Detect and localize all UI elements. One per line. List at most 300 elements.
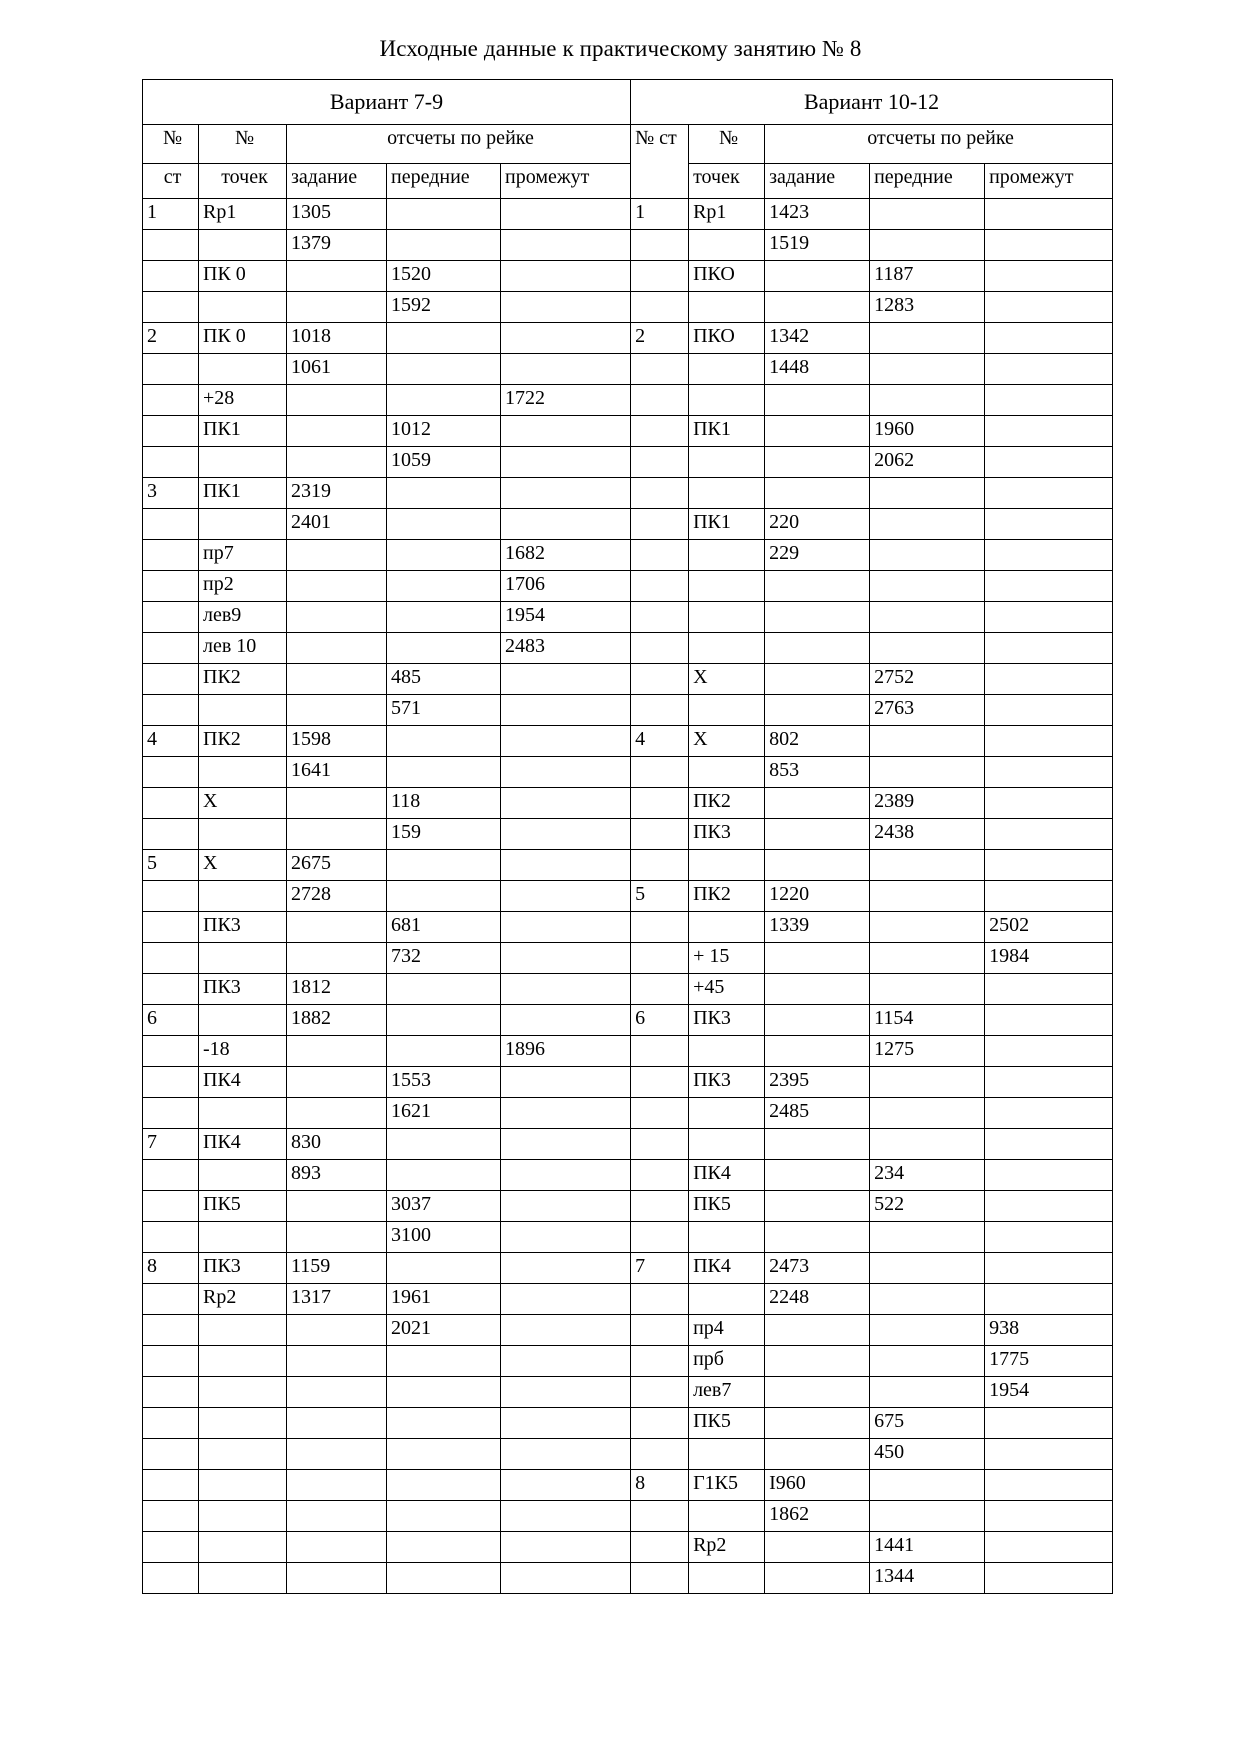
right-inter-cell [985,1098,1113,1129]
left-inter-cell [501,757,631,788]
right-point-cell [689,354,765,385]
table-row [143,261,1113,292]
right-back-cell: I960 [765,1470,870,1501]
variant-right-header: Вариант 10-12 [631,80,1113,125]
left-inter-cell: 1722 [501,385,631,416]
right-inter-cell [985,540,1113,571]
table-row [143,1191,1113,1222]
right-back-cell [765,416,870,447]
right-fore-cell: 2752 [870,664,985,695]
left-fore-cell: 485 [387,664,501,695]
left-fore-cell [387,1346,501,1377]
right-fore-cell [870,633,985,664]
right-fore-cell: 2763 [870,695,985,726]
right-fore-cell: 675 [870,1408,985,1439]
left-fore-cell [387,974,501,1005]
left-readings-header: отсчеты по рейке [287,125,631,164]
right-inter-cell [985,292,1113,323]
right-inter-cell [985,1439,1113,1470]
right-station-cell [631,1098,689,1129]
table-row [143,447,1113,478]
table-row [143,974,1113,1005]
right-back-cell [765,1315,870,1346]
left-back-cell [287,602,387,633]
left-fore-cell: 3037 [387,1191,501,1222]
right-inter-cell [985,850,1113,881]
left-station-cell: 5 [143,850,199,881]
right-fore-cell: 1960 [870,416,985,447]
left-station-cell [143,881,199,912]
left-inter-cell [501,1377,631,1408]
right-point-cell [689,1036,765,1067]
left-back-cell [287,788,387,819]
right-back-cell: 853 [765,757,870,788]
table-row [143,912,1113,943]
left-back-cell [287,1036,387,1067]
left-back-cell: 1812 [287,974,387,1005]
right-inter-cell: 1954 [985,1377,1113,1408]
left-inter-cell [501,1284,631,1315]
left-point-cell [199,1005,287,1036]
right-inter-cell [985,478,1113,509]
right-fore-cell [870,571,985,602]
table-row [143,1005,1113,1036]
right-station-cell [631,850,689,881]
right-station-cell [631,1532,689,1563]
right-back-cell [765,633,870,664]
right-back-cell [765,695,870,726]
right-fore-cell [870,1098,985,1129]
right-back-cell [765,1129,870,1160]
left-inter-cell [501,199,631,230]
table-row [143,726,1113,757]
left-point-cell: -18 [199,1036,287,1067]
left-point-cell: ПК1 [199,416,287,447]
right-inter-cell [985,323,1113,354]
right-col-inter: промежут [985,164,1113,199]
right-station-cell [631,943,689,974]
right-back-cell [765,1377,870,1408]
table-row [143,385,1113,416]
right-point-cell: ПК2 [689,788,765,819]
left-point-cell: ПК4 [199,1067,287,1098]
left-fore-cell [387,1005,501,1036]
left-point-cell: Rp1 [199,199,287,230]
left-station-cell [143,261,199,292]
right-point-cell: Rp1 [689,199,765,230]
left-point-cell: ПК2 [199,664,287,695]
right-back-cell [765,1036,870,1067]
right-point-cell: X [689,726,765,757]
left-back-cell [287,1470,387,1501]
table-row [143,478,1113,509]
left-point-cell [199,292,287,323]
right-fore-cell [870,1253,985,1284]
table-row [143,1408,1113,1439]
right-point-cell: ПК3 [689,819,765,850]
left-back-cell [287,664,387,695]
left-inter-cell [501,1501,631,1532]
left-fore-cell [387,633,501,664]
right-point-cell [689,912,765,943]
right-back-cell: 1862 [765,1501,870,1532]
left-fore-cell [387,1532,501,1563]
left-inter-cell [501,1222,631,1253]
left-station-cell [143,1439,199,1470]
table-row [143,354,1113,385]
right-back-cell: 2473 [765,1253,870,1284]
left-point-cell [199,819,287,850]
right-point-cell [689,230,765,261]
left-station-header-bottom: ст [143,164,199,199]
left-inter-cell [501,664,631,695]
table-row [143,1222,1113,1253]
right-back-cell: 1423 [765,199,870,230]
left-col-inter: промежут [501,164,631,199]
left-back-cell: 1305 [287,199,387,230]
right-inter-cell [985,633,1113,664]
left-back-cell: 830 [287,1129,387,1160]
right-inter-cell [985,1222,1113,1253]
right-fore-cell [870,1501,985,1532]
right-back-cell [765,943,870,974]
right-back-cell: 1519 [765,230,870,261]
left-back-cell [287,1532,387,1563]
left-station-cell [143,1563,199,1594]
left-inter-cell [501,478,631,509]
left-point-cell [199,1315,287,1346]
table-row [143,788,1113,819]
left-fore-cell: 118 [387,788,501,819]
left-back-cell [287,1067,387,1098]
left-point-cell: ПК 0 [199,261,287,292]
left-back-cell [287,540,387,571]
table-row [143,1439,1113,1470]
right-station-cell: 1 [631,199,689,230]
right-col-back: задание [765,164,870,199]
right-back-cell: 2248 [765,1284,870,1315]
left-station-cell: 4 [143,726,199,757]
left-inter-cell: 2483 [501,633,631,664]
right-station-cell: 6 [631,1005,689,1036]
left-back-cell [287,943,387,974]
left-point-cell [199,1346,287,1377]
left-point-cell [199,509,287,540]
left-station-cell [143,1470,199,1501]
right-point-cell [689,633,765,664]
right-station-header: № ст [631,125,689,199]
left-back-cell [287,447,387,478]
left-station-cell [143,571,199,602]
right-station-cell [631,788,689,819]
left-point-cell: ПК3 [199,912,287,943]
left-inter-cell [501,416,631,447]
left-back-cell [287,1346,387,1377]
left-point-cell [199,757,287,788]
right-fore-cell [870,881,985,912]
left-fore-cell [387,602,501,633]
left-back-cell [287,1501,387,1532]
right-station-cell [631,819,689,850]
left-point-cell [199,1098,287,1129]
table-row [143,850,1113,881]
left-inter-cell [501,726,631,757]
left-station-cell [143,1098,199,1129]
right-inter-cell [985,1563,1113,1594]
left-station-cell: 7 [143,1129,199,1160]
right-point-cell: ПК4 [689,1253,765,1284]
left-inter-cell [501,261,631,292]
right-back-cell [765,850,870,881]
table-row [143,943,1113,974]
left-station-cell [143,974,199,1005]
right-inter-cell [985,788,1113,819]
left-station-cell [143,1284,199,1315]
left-point-header-top: № [199,125,287,164]
right-inter-cell [985,1160,1113,1191]
right-station-cell [631,1563,689,1594]
right-inter-cell [985,1408,1113,1439]
left-station-cell [143,540,199,571]
left-back-cell: 2675 [287,850,387,881]
right-station-cell: 8 [631,1470,689,1501]
right-station-cell [631,974,689,1005]
right-fore-cell [870,943,985,974]
table-row [143,1315,1113,1346]
table-row [143,1129,1113,1160]
left-back-cell: 1882 [287,1005,387,1036]
left-back-cell [287,1098,387,1129]
left-inter-cell [501,881,631,912]
right-inter-cell [985,199,1113,230]
table-row [143,230,1113,261]
right-inter-cell [985,757,1113,788]
table-row [143,1501,1113,1532]
right-point-cell [689,1129,765,1160]
left-point-cell [199,447,287,478]
right-station-cell [631,912,689,943]
left-back-cell: 1317 [287,1284,387,1315]
right-fore-cell [870,602,985,633]
left-point-cell: пр7 [199,540,287,571]
left-inter-cell: 1682 [501,540,631,571]
right-inter-cell [985,1284,1113,1315]
right-inter-cell [985,1191,1113,1222]
right-inter-cell [985,1501,1113,1532]
right-point-cell: ПКО [689,323,765,354]
left-inter-cell [501,788,631,819]
right-station-cell [631,571,689,602]
left-station-cell [143,1346,199,1377]
left-fore-cell [387,757,501,788]
right-point-cell: ПК5 [689,1408,765,1439]
left-inter-cell [501,1563,631,1594]
right-point-cell [689,695,765,726]
right-station-cell [631,447,689,478]
right-point-cell [689,1563,765,1594]
readings-table [142,79,1113,1594]
right-fore-cell: 234 [870,1160,985,1191]
left-point-cell [199,1439,287,1470]
right-station-cell [631,1191,689,1222]
left-back-cell [287,1315,387,1346]
left-fore-cell [387,323,501,354]
right-back-cell: 2395 [765,1067,870,1098]
right-inter-cell [985,819,1113,850]
right-fore-cell: 1154 [870,1005,985,1036]
right-station-cell [631,633,689,664]
left-point-cell: X [199,788,287,819]
right-back-cell [765,447,870,478]
left-point-cell [199,943,287,974]
left-inter-cell [501,1005,631,1036]
table-row [143,695,1113,726]
right-point-cell [689,1098,765,1129]
right-point-cell: пр4 [689,1315,765,1346]
right-fore-cell [870,1067,985,1098]
right-station-cell [631,1501,689,1532]
right-point-cell [689,571,765,602]
left-back-cell: 2401 [287,509,387,540]
left-back-cell: 1598 [287,726,387,757]
left-station-cell [143,1377,199,1408]
right-station-cell [631,292,689,323]
right-fore-cell [870,1346,985,1377]
left-station-cell [143,1160,199,1191]
right-inter-cell [985,416,1113,447]
left-station-cell [143,664,199,695]
table-row [143,1470,1113,1501]
right-point-cell [689,447,765,478]
left-station-cell [143,1036,199,1067]
left-inter-cell [501,292,631,323]
right-point-cell [689,478,765,509]
right-point-cell [689,385,765,416]
right-inter-cell [985,1532,1113,1563]
left-inter-cell [501,323,631,354]
left-fore-cell [387,1129,501,1160]
right-back-cell: 220 [765,509,870,540]
left-point-cell: ПК4 [199,1129,287,1160]
right-inter-cell [985,664,1113,695]
right-back-cell [765,1408,870,1439]
right-back-cell [765,261,870,292]
left-fore-cell: 3100 [387,1222,501,1253]
right-inter-cell [985,1129,1113,1160]
right-station-cell [631,1036,689,1067]
right-col-fore: передние [870,164,985,199]
left-fore-cell [387,1439,501,1470]
left-point-cell [199,881,287,912]
left-point-cell: +28 [199,385,287,416]
left-station-cell [143,509,199,540]
right-point-cell: ПК3 [689,1067,765,1098]
left-station-cell [143,602,199,633]
right-station-cell [631,695,689,726]
right-back-cell: 229 [765,540,870,571]
right-back-cell [765,1346,870,1377]
left-station-cell [143,447,199,478]
table-row [143,633,1113,664]
right-station-cell [631,664,689,695]
left-fore-cell [387,1036,501,1067]
right-station-cell [631,230,689,261]
right-fore-cell [870,323,985,354]
right-inter-cell [985,726,1113,757]
left-inter-cell: 1896 [501,1036,631,1067]
left-inter-cell [501,974,631,1005]
right-back-cell [765,788,870,819]
left-inter-cell [501,850,631,881]
right-station-cell [631,416,689,447]
right-station-cell: 5 [631,881,689,912]
left-inter-cell [501,819,631,850]
left-fore-cell [387,1160,501,1191]
left-station-cell: 3 [143,478,199,509]
right-fore-cell [870,385,985,416]
left-station-cell [143,292,199,323]
table-row [143,881,1113,912]
right-fore-cell: 2389 [870,788,985,819]
left-fore-cell [387,1470,501,1501]
right-station-cell [631,385,689,416]
left-fore-cell: 159 [387,819,501,850]
right-point-cell [689,1222,765,1253]
right-back-cell [765,385,870,416]
right-back-cell [765,819,870,850]
right-back-cell [765,1563,870,1594]
table-row [143,509,1113,540]
right-inter-cell [985,385,1113,416]
table-row [143,1036,1113,1067]
right-fore-cell [870,757,985,788]
left-station-cell: 1 [143,199,199,230]
left-fore-cell: 1059 [387,447,501,478]
left-point-cell [199,695,287,726]
right-station-cell [631,757,689,788]
left-back-cell [287,416,387,447]
left-inter-cell [501,1129,631,1160]
left-point-cell: лев 10 [199,633,287,664]
left-station-cell [143,943,199,974]
right-point-cell [689,1284,765,1315]
left-back-cell: 1018 [287,323,387,354]
left-inter-cell [501,1439,631,1470]
left-fore-cell: 681 [387,912,501,943]
left-inter-cell [501,1470,631,1501]
right-back-cell [765,1160,870,1191]
right-station-cell [631,354,689,385]
right-station-cell [631,1067,689,1098]
right-back-cell [765,292,870,323]
left-inter-cell [501,695,631,726]
right-fore-cell: 522 [870,1191,985,1222]
table-row [143,1563,1113,1594]
right-point-cell: ПК2 [689,881,765,912]
left-fore-cell [387,540,501,571]
right-back-cell [765,1191,870,1222]
left-back-cell [287,385,387,416]
table-row [143,323,1113,354]
left-station-cell [143,1191,199,1222]
table-row [143,540,1113,571]
left-station-header-top: № [143,125,199,164]
left-inter-cell [501,230,631,261]
left-back-cell [287,1222,387,1253]
right-station-cell [631,540,689,571]
right-station-cell [631,509,689,540]
left-point-cell [199,1408,287,1439]
